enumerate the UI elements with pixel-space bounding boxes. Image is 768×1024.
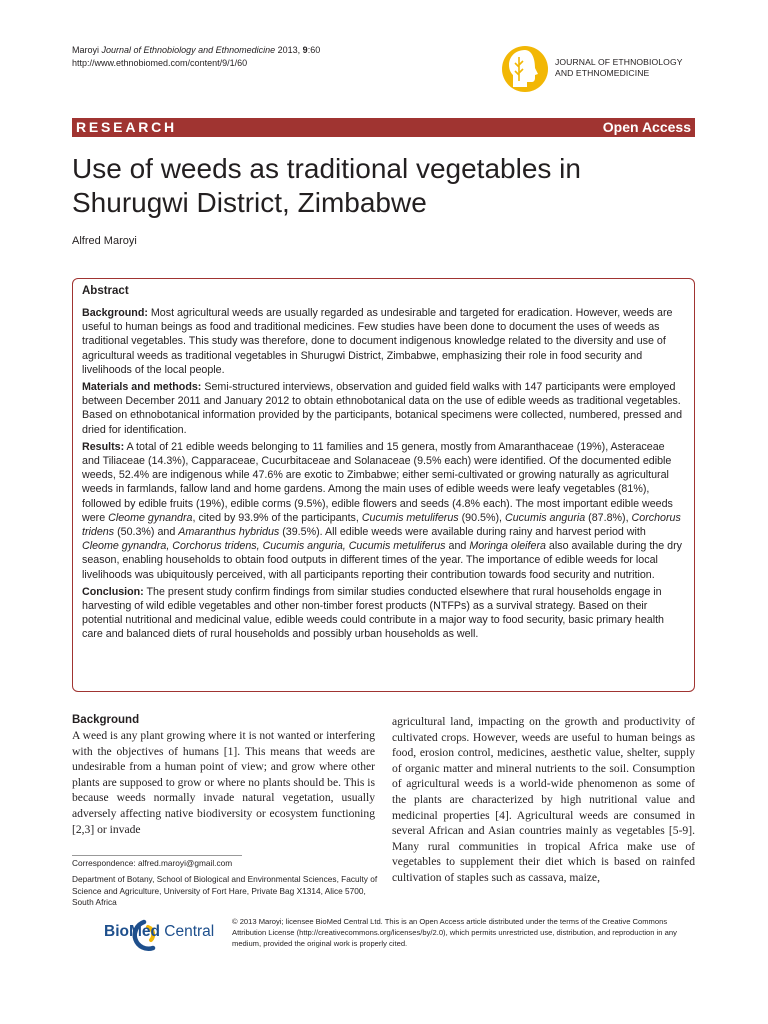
- species-name: Amaranthus hybridus: [178, 526, 280, 539]
- publisher-name-rest: Central: [159, 923, 215, 940]
- abstract-background: [82, 306, 685, 377]
- correspondence-email-link[interactable]: Correspondence: alfred.maroyi@gmail.com: [72, 858, 233, 868]
- citation-author: Maroyi: [72, 45, 102, 55]
- section-heading: Background: [72, 714, 140, 726]
- footnote: [72, 858, 382, 914]
- species-name: Cucumis anguria: [505, 511, 586, 524]
- journal-name-line2: AND ETHNOMEDICINE: [555, 68, 650, 78]
- species-name: Cucumis metuliferus: [361, 511, 459, 524]
- species-name: Cleome gynandra: [108, 511, 193, 524]
- citation-line: [72, 44, 320, 57]
- results-text: (50.3%) and: [114, 526, 179, 539]
- citation-year: 2013,: [275, 45, 303, 55]
- citation-page: :60: [307, 45, 321, 55]
- body-paragraph-right: agricultural land, impacting on the growth and productivity of cultivated crops. However, weeds are useful to human beings as food, erosion control, medicines, aesthetic value, shelter, supply of organic matter and mineral nutrients to the soil. Consumption of agricultural weeds is a world-wide phenomenon as some of the plants are characterized by high nutritional value and medicinal properties [4]. Agricultural weeds are consumed in several African and Asian countries mainly as vegetables [5-9]. Many rural communities in tropical Africa make use of vegetables to supplement their diet which is based on rainfed cultivation of staples such as cassava, maize,: [392, 715, 695, 884]
- publisher-name: [104, 923, 214, 941]
- abstract-heading: Abstract: [82, 285, 129, 297]
- results-text: , cited by 93.9% of the participants,: [192, 511, 362, 524]
- species-name: Cleome gynandra, Corchorus tridens, Cucumis anguria, Cucumis metuliferus: [82, 540, 446, 553]
- abstract-background-text: Most agricultural weeds are usually regarded as undesirable and targeted for eradication. However, weeds are useful to human beings as food and traditional medicines. Few studies have been done to document the uses of weeds as traditional vegetables. This study was therefore, done to document indigenous knowledge related to the diversity and use of agricultural weeds as traditional vegetables in Shurugwi District, Zimbabwe, emphasizing their role in food security and livelihoods of the local people.: [82, 307, 673, 376]
- article-type-banner: [72, 118, 695, 137]
- publisher-name-bold: BioMed: [104, 923, 160, 940]
- species-name: Moringa oleifera: [469, 540, 546, 553]
- results-text: (39.5%). All edible weeds were available during rainy and harvest period with: [279, 526, 646, 539]
- license-text: © 2013 Maroyi; licensee BioMed Central Ltd. This is an Open Access article distributed under the terms of the Creative Commons Attribution License (http://creativecommons.org/licenses/by/2.0), which permits unrestricted use, distribution, and reproduction in any medium, provided the original work is properly cited.: [232, 917, 677, 948]
- article-url-link[interactable]: http://www.ethnobiomed.com/content/9/1/60: [72, 58, 248, 68]
- citation-journal: Journal of Ethnobiology and Ethnomedicine: [101, 45, 276, 55]
- abstract-background-label: Background:: [82, 307, 148, 319]
- journal-name-line1: JOURNAL OF ETHNOBIOLOGY: [555, 57, 683, 67]
- results-text: and: [445, 540, 470, 553]
- body-column-right: [392, 714, 695, 886]
- abstract-conclusion-text: The present study confirm findings from similar studies conducted elsewhere that rural households engage in harvesting of wild edible vegetables and other non-timber forest products (NTFPs) as a survival strategy. Based on their potential nutritional and medicinal value, edible weeds could contribute in a major way to food security, basic primary health care and balanced diets of rural households and possibly urban households as well.: [82, 585, 664, 641]
- results-text: also available during the dry season, enabling households to obtain food outputs in different times of the year. The importance of edible weeds for local livelihoods was ubiquitously perceived, with all participants reporting their contribution towards food security and nutrition.: [82, 540, 683, 581]
- abstract-methods-label: Materials and methods:: [82, 381, 202, 394]
- results-text: (87.8%),: [585, 511, 632, 524]
- article-type-label: RESEARCH: [76, 119, 177, 135]
- article-author: Alfred Maroyi: [72, 235, 137, 247]
- author-affiliation: Department of Botany, School of Biological and Environmental Sciences, Faculty of Science and Agriculture, University of Fort Hare, Private Bag X1314, Alice 5700, South Africa: [72, 874, 378, 908]
- body-paragraph-left: A weed is any plant growing where it is not wanted or interfering with the objectives of humans [1]. This means that weeds are undesirable from a human point of view; and grow where other plants are supposed to grow or where no plants should be. This is because weeds normally invade natural vegetation, usually adversely affecting native biodiversity or ecosystem functioning [2,3] or invade: [72, 729, 375, 836]
- abstract-conclusion: [82, 585, 685, 642]
- results-text: A total of 21 edible weeds belonging to 11 families and 15 genera, mostly from Amaranthaceae (19%), Asteraceae and Tiliaceae (14.3%), Capparaceae, Cucurbitaceae and Solanaceae (9.5% each) were identified. Of the documented edible weeds, 52.4% are indigenous while 47.6% are exotic to Zimbabwe; either semi-cultivated or growing naturally as agricultural weeds in farmlands, fallow land and home gardens. Among the main uses of edible weeds were leafy vegetables (81%), followed by edible fruits (19%), edible corms (9.5%), edible flowers and seeds (4.8% each). The most important edible weeds were: [82, 440, 673, 524]
- article-title: Use of weeds as traditional vegetables in Shurugwi District, Zimbabwe: [72, 153, 581, 218]
- abstract-results-label: Results:: [82, 440, 125, 453]
- footnote-divider: [72, 855, 242, 856]
- citation-volume: 9: [302, 45, 308, 55]
- journal-name: [555, 57, 683, 79]
- abstract-results: [82, 440, 685, 582]
- species-name: Corchorus tridens: [82, 511, 681, 539]
- journal-logo-icon: [497, 43, 557, 93]
- body-column-left: [72, 714, 375, 837]
- abstract-methods-text: Semi-structured interviews, observation and guided field walks with 147 participants were employed between December 2011 and January 2012 to obtain ethnobotanical data on the use of edible weeds as traditional vegetables. Based on ethnobotanical information provided by the participants, botanical specimens were collected, numbered, pressed and dried for identification.: [82, 381, 683, 436]
- abstract-conclusion-label: Conclusion:: [82, 585, 144, 598]
- results-text: (90.5%),: [458, 511, 505, 524]
- citation-header: [72, 44, 320, 70]
- abstract-methods: [82, 380, 685, 437]
- abstract-box: [72, 278, 695, 692]
- open-access-label: Open Access: [602, 119, 691, 135]
